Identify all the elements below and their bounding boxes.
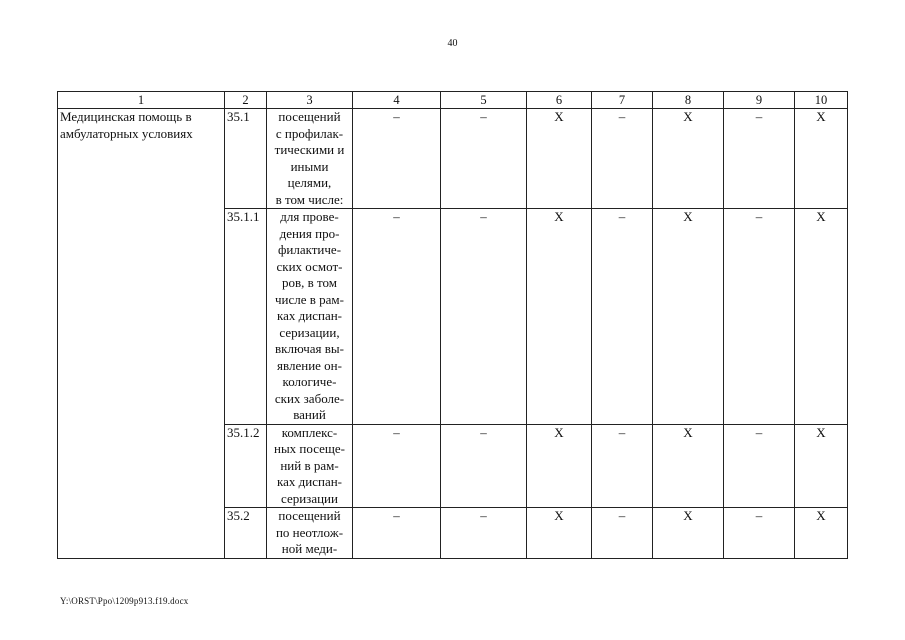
- cell-value: –: [353, 109, 441, 209]
- cell-value: X: [653, 109, 724, 209]
- column-header: 6: [527, 92, 592, 109]
- column-header: 2: [225, 92, 267, 109]
- cell-value: X: [795, 424, 848, 508]
- row-description: комплекс- ных посеще- ний в рам- ках диспан- серизации: [267, 424, 353, 508]
- file-path-footer: Y:\ORST\Ppo\1209p913.f19.docx: [60, 596, 189, 606]
- cell-value: –: [441, 508, 527, 559]
- table-row: [58, 109, 848, 209]
- cell-value: –: [592, 209, 653, 425]
- column-header: 3: [267, 92, 353, 109]
- cell-value: X: [795, 209, 848, 425]
- cell-value: X: [795, 508, 848, 559]
- cell-value: –: [592, 508, 653, 559]
- cell-value: –: [353, 424, 441, 508]
- row-description: посещений с профилак- тическими и иными целями, в том числе:: [267, 109, 353, 209]
- row-code: 35.1.1: [225, 209, 267, 425]
- row-code: 35.1: [225, 109, 267, 209]
- page-number: 40: [447, 38, 458, 49]
- cell-value: X: [527, 109, 592, 209]
- column-header: 4: [353, 92, 441, 109]
- header-row: [58, 92, 848, 109]
- cell-value: –: [592, 109, 653, 209]
- section-title: Медицинская помощь в амбулаторных условиях: [58, 109, 225, 559]
- row-description: для прове- дения про- филактиче- ских осмот- ров, в том числе в рам- ках диспан- серизации, включая вы- явление он- кологиче- ских заболе- ваний: [267, 209, 353, 425]
- row-code: 35.1.2: [225, 424, 267, 508]
- cell-value: –: [592, 424, 653, 508]
- cell-value: –: [724, 209, 795, 425]
- cell-value: –: [441, 209, 527, 425]
- row-code: 35.2: [225, 508, 267, 559]
- cell-value: X: [527, 508, 592, 559]
- cell-value: –: [441, 424, 527, 508]
- cell-value: –: [353, 508, 441, 559]
- cell-value: X: [795, 109, 848, 209]
- indicator-table: [57, 91, 848, 559]
- cell-value: –: [724, 508, 795, 559]
- cell-value: –: [724, 109, 795, 209]
- column-header: 9: [724, 92, 795, 109]
- cell-value: X: [653, 424, 724, 508]
- column-header: 10: [795, 92, 848, 109]
- cell-value: –: [353, 209, 441, 425]
- cell-value: X: [653, 508, 724, 559]
- cell-value: –: [724, 424, 795, 508]
- column-header: 1: [58, 92, 225, 109]
- column-header: 8: [653, 92, 724, 109]
- column-header: 7: [592, 92, 653, 109]
- row-description: посещений по неотлож- ной меди-: [267, 508, 353, 559]
- cell-value: –: [441, 109, 527, 209]
- column-header: 5: [441, 92, 527, 109]
- cell-value: X: [527, 424, 592, 508]
- cell-value: X: [527, 209, 592, 425]
- cell-value: X: [653, 209, 724, 425]
